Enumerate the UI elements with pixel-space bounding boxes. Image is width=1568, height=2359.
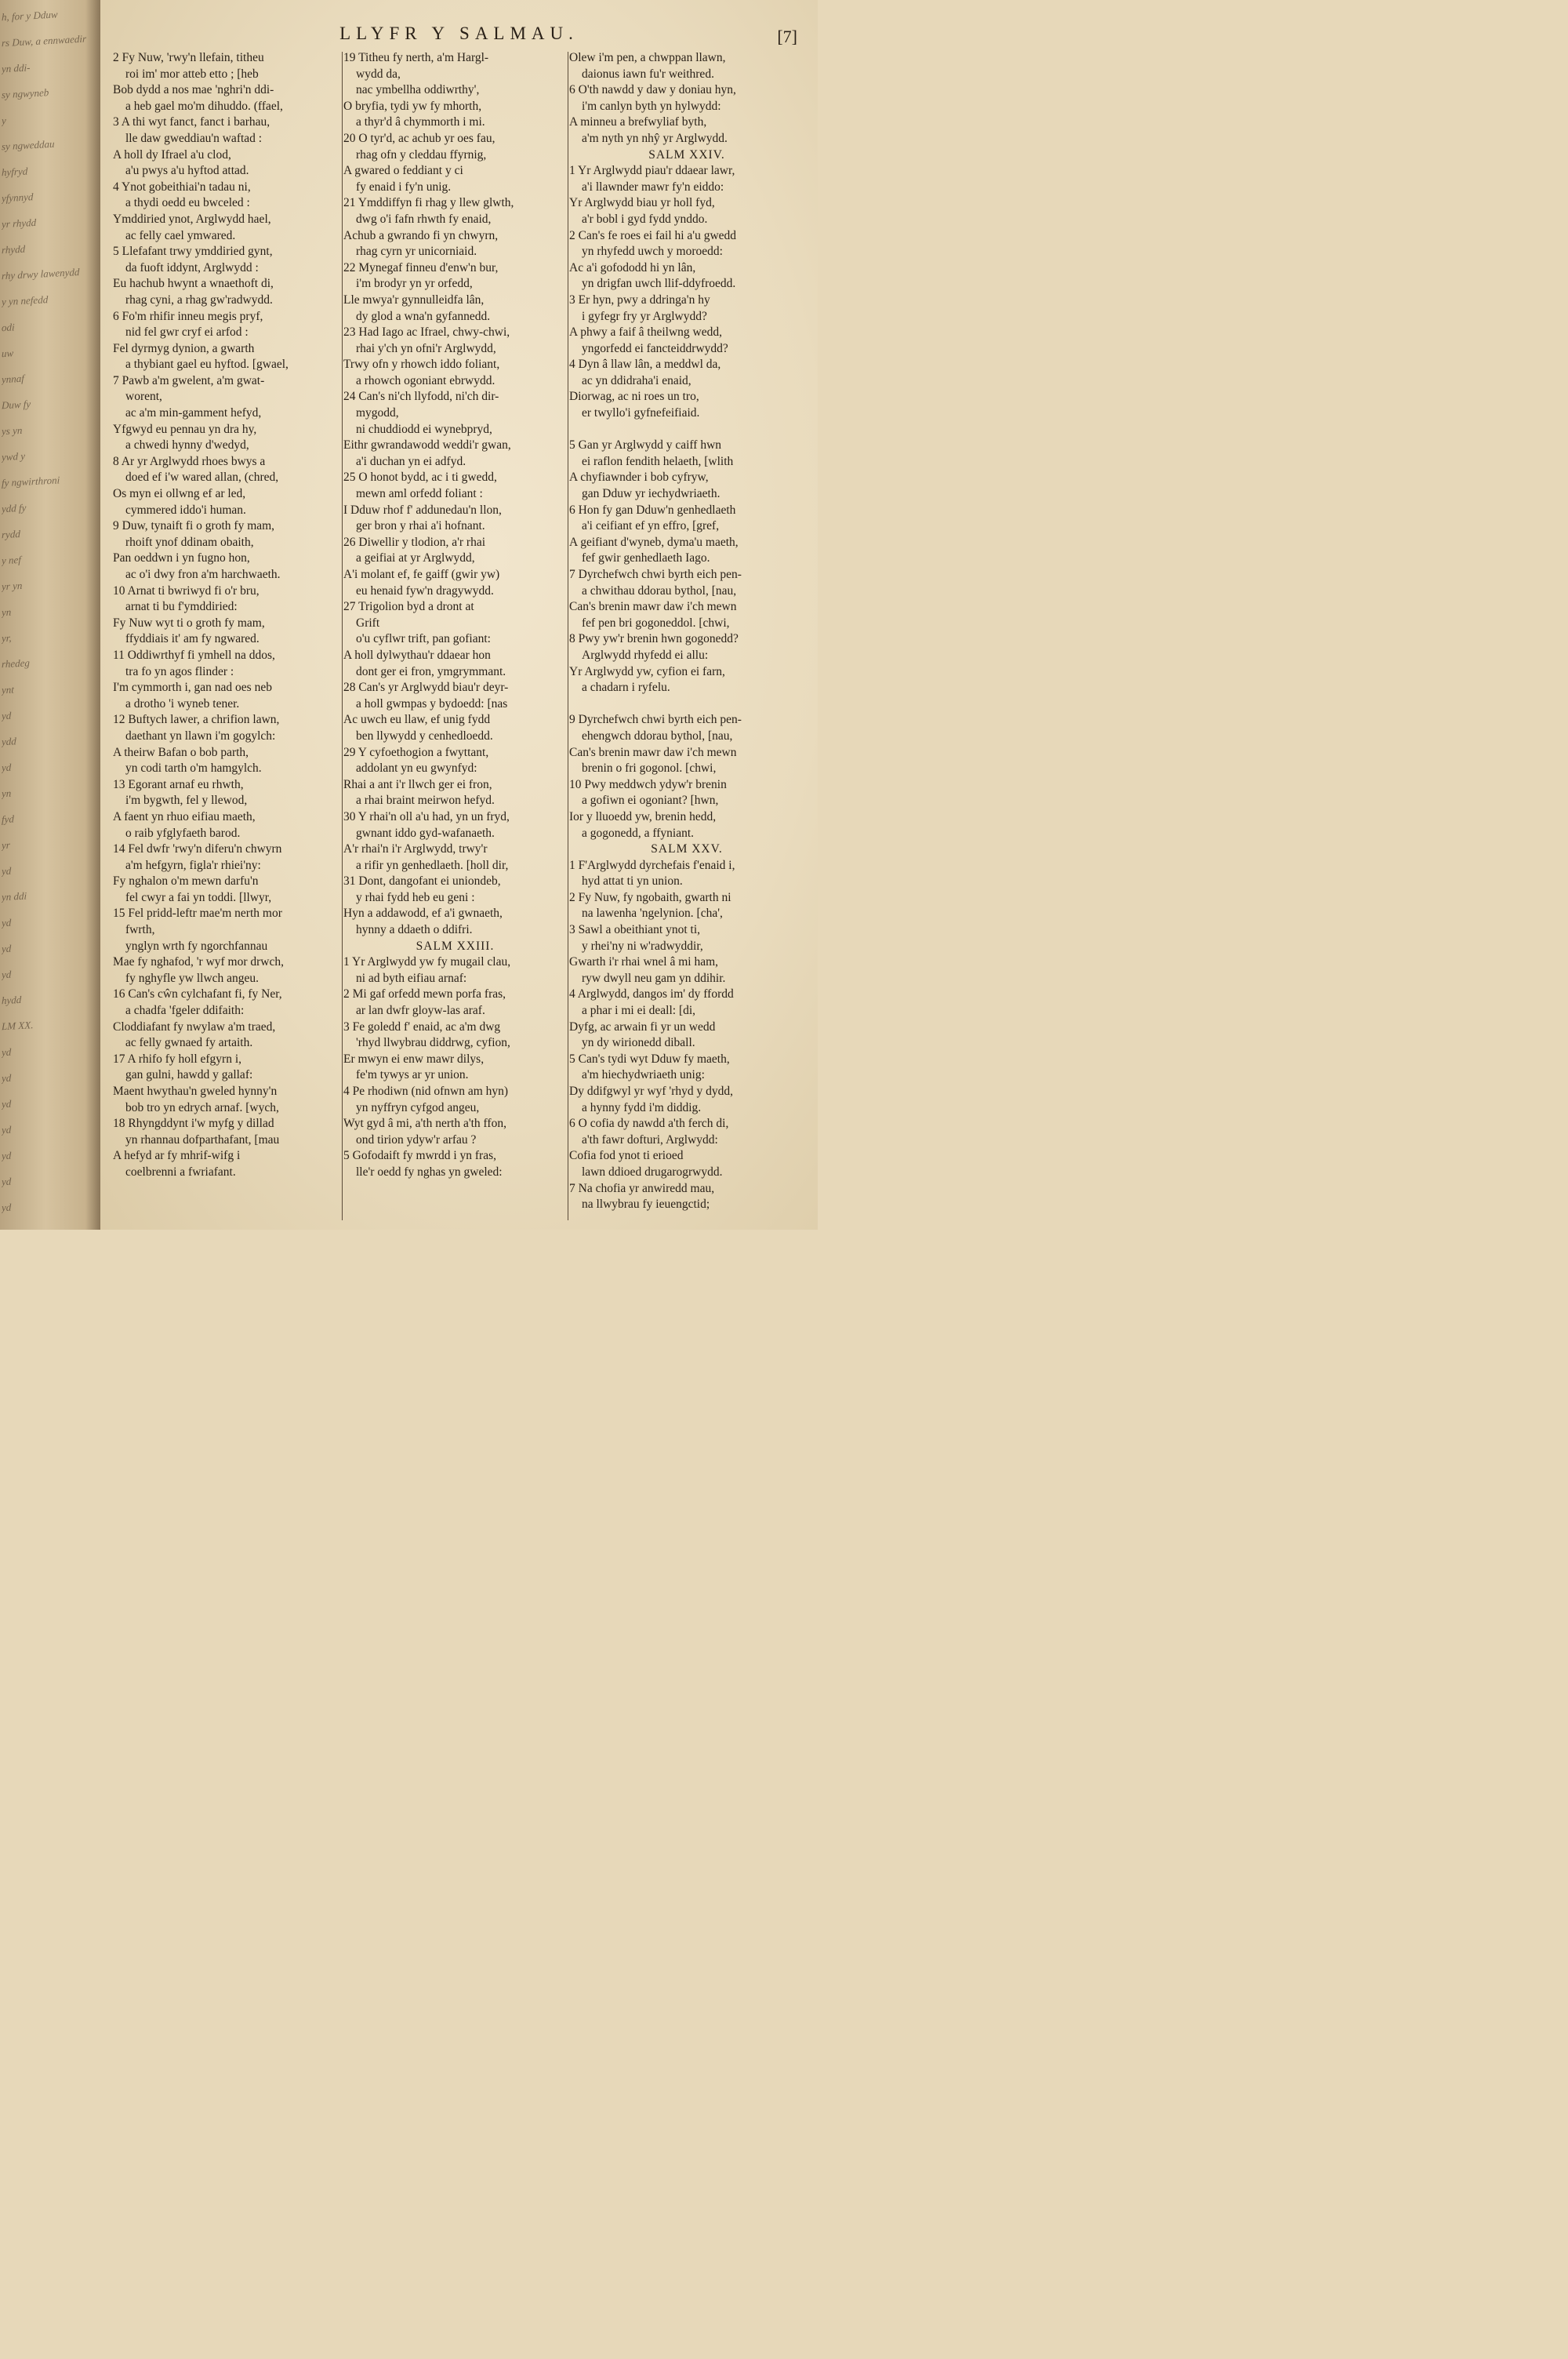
verse-line — [569, 696, 804, 713]
verse-line: 26 Diwellir y tlodion, a'r rhai — [343, 535, 486, 549]
verse-line: i'm canlyn byth yn hylwydd: — [582, 99, 721, 113]
verse-line: 9 Dyrchefwch chwi byrth eich pen- — [569, 713, 742, 727]
margin-fragment: Duw fy — [2, 398, 31, 412]
verse-line: 1 F'Arglwydd dyrchefais f'enaid i, — [569, 858, 735, 872]
verse-line: ffyddiais it' am fy ngwared. — [125, 632, 260, 646]
verse-line: Ac a'i gofododd hi yn lân, — [569, 260, 696, 274]
verse-line: a chwithau ddorau bythol, [nau, — [582, 583, 737, 598]
margin-fragment: rs Duw, a ennwaedir — [2, 32, 87, 49]
verse-line: 5 Gan yr Arglwydd y caiff hwn — [569, 438, 722, 453]
verse-line: tra fo yn agos flinder : — [125, 664, 234, 678]
verse-line: gan gulni, hawdd y gallaf: — [125, 1068, 253, 1082]
verse-line: a'i ceifiant ef yn effro, [gref, — [582, 519, 720, 533]
verse-line: Ymddiried ynot, Arglwydd hael, — [113, 212, 271, 226]
verse-line: fel cwyr a fai yn toddi. [llwyr, — [125, 890, 272, 904]
verse-line: daionus iawn fu'r weithred. — [582, 67, 714, 81]
margin-fragment: ywd y — [2, 449, 25, 463]
verse-line: Ior y lluoedd yw, brenin hedd, — [569, 809, 717, 823]
verse-line: a chadarn i ryfelu. — [582, 681, 670, 695]
verse-line: Achub a gwrando fi yn chwyrn, — [343, 228, 499, 242]
verse-line: 9 Duw, tynaift fi o groth fy mam, — [113, 519, 275, 533]
verse-line: ac a'm min-gamment hefyd, — [125, 406, 262, 420]
verse-line: ni chuddiodd ei wynebpryd, — [356, 422, 492, 436]
verse-line: 'rhyd llwybrau diddrwg, cyfion, — [356, 1036, 510, 1050]
verse-line: cymmered iddo'i human. — [125, 503, 246, 517]
verse-line: a gofiwn ei ogoniant? [hwn, — [582, 794, 719, 808]
margin-fragment: yd — [2, 1045, 12, 1059]
verse-line: Cofia fod ynot ti erioed — [569, 1149, 684, 1163]
psalm-heading: SALM XXIII. — [416, 939, 495, 953]
verse-line: A geifiant d'wyneb, dyma'u maeth, — [569, 535, 739, 549]
margin-fragment: yr — [2, 838, 10, 852]
verse-line: yn rhannau dofparthafant, [mau — [125, 1132, 280, 1147]
verse-line: 28 Can's yr Arglwydd biau'r deyr- — [343, 681, 509, 695]
verse-line: Diorwag, ac ni roes un tro, — [569, 390, 699, 404]
verse-line: Eithr gwrandawodd weddi'r gwan, — [343, 438, 511, 453]
margin-fragment: sy ngwyneb — [2, 86, 49, 101]
verse-line: ei raflon fendith helaeth, [wlith — [582, 454, 734, 468]
column-rule — [342, 52, 343, 1220]
margin-fragment: uw — [2, 347, 14, 360]
verse-line: a'u pwys a'u hyftod attad. — [125, 164, 249, 178]
verse-line: a rhowch ogoniant ebrwydd. — [356, 373, 495, 387]
verse-line: mygodd, — [356, 406, 399, 420]
verse-line: 1 Yr Arglwydd yw fy mugail clau, — [343, 955, 511, 969]
verse-line: fef gwir genhedlaeth Iago. — [582, 551, 710, 565]
verse-line: 19 Titheu fy nerth, a'm Hargl- — [343, 51, 489, 64]
adjacent-page-edge — [0, 0, 100, 1230]
verse-line: 2 Fy Nuw, fy ngobaith, gwarth ni — [569, 890, 731, 904]
verse-line: 4 Dyn â llaw lân, a meddwl da, — [569, 358, 721, 372]
margin-fragment: rhy drwy lawenydd — [2, 266, 80, 282]
verse-line: ni ad byth eifiau arnaf: — [356, 971, 467, 985]
verse-line: 6 O cofia dy nawdd a'th ferch di, — [569, 1117, 729, 1131]
verse-line: a thybiant gael eu hyftod. [gwael, — [125, 358, 289, 372]
verse-line: Pan oeddwn i yn fugno hon, — [113, 551, 250, 565]
verse-line: Gwarth i'r rhai wnel â mi ham, — [569, 955, 719, 969]
verse-line: Fel dyrmyg dynion, a gwarth — [113, 341, 255, 355]
verse-line: a'm hefgyrn, figla'r rhiei'ny: — [125, 858, 261, 872]
verse-line: 29 Y cyfoethogion a fwyttant, — [343, 745, 489, 759]
margin-fragment: fyd — [2, 812, 14, 826]
verse-line: ryw dwyll neu gam yn ddihir. — [582, 971, 726, 985]
verse-line: fef pen bri gogoneddol. [chwi, — [582, 616, 730, 630]
verse-line: ac felly cael ymwared. — [125, 228, 236, 242]
margin-fragment: fy ngwirthroni — [2, 474, 60, 489]
verse-line: a phar i mi ei deall: [di, — [582, 1004, 696, 1018]
verse-line: 4 Arglwydd, dangos im' dy ffordd — [569, 987, 734, 1001]
verse-line: arnat ti bu f'ymddiried: — [125, 600, 238, 614]
margin-fragment: yr rhydd — [2, 216, 37, 231]
verse-line: A holl dylwythau'r ddaear hon — [343, 648, 491, 662]
verse-line: ynglyn wrth fy ngorchfannau — [125, 939, 268, 953]
verse-line: 4 Pe rhodiwn (nid ofnwn am hyn) — [343, 1085, 509, 1098]
verse-line: Dyfg, ac arwain fi yr un wedd — [569, 1020, 716, 1034]
margin-fragment: yr yn — [2, 579, 23, 593]
margin-fragment: rhedeg — [2, 656, 30, 671]
verse-line: rhag cyrn yr unicorniaid. — [356, 245, 477, 259]
verse-line: na lawenha 'ngelynion. [cha', — [582, 907, 723, 921]
margin-fragment: y nef — [2, 553, 21, 567]
verse-line: 27 Trigolion byd a dront at — [343, 600, 474, 614]
verse-line: Bob dydd a nos mae 'nghri'n ddi- — [113, 83, 274, 97]
margin-fragment: yd — [2, 761, 12, 774]
margin-fragment: odi — [2, 321, 15, 334]
margin-fragment: hyfryd — [2, 165, 28, 179]
verse-line: gan Dduw yr iechydwriaeth. — [582, 487, 720, 501]
verse-line: a holl gwmpas y bydoedd: [nas — [356, 696, 508, 711]
verse-line: 2 Mi gaf orfedd mewn porfa fras, — [343, 987, 506, 1001]
verse-line: Wyt gyd â mi, a'th nerth a'th ffon, — [343, 1117, 506, 1131]
verse-line: a'th fawr dofturi, Arglwydd: — [582, 1132, 718, 1147]
verse-line: Olew i'm pen, a chwppan llawn, — [569, 51, 726, 64]
verse-line: da fuoft iddynt, Arglwydd : — [125, 260, 259, 274]
verse-line: 3 Er hyn, pwy a ddringa'n hy — [569, 293, 710, 307]
verse-line: 17 A rhifo fy holl efgyrn i, — [113, 1052, 242, 1066]
verse-line: rhag ofn y cleddau ffyrnig, — [356, 147, 487, 162]
verse-line: i'm brodyr yn yr orfedd, — [356, 277, 473, 291]
margin-fragment: yd — [2, 1071, 12, 1085]
verse-line: yn nyffryn cyfgod angeu, — [356, 1100, 480, 1114]
verse-line: 11 Oddiwrthyf fi ymhell na ddos, — [113, 648, 275, 662]
verse-line: na llwybrau fy ieuengctid; — [582, 1198, 710, 1212]
margin-fragment: hydd — [2, 993, 22, 1007]
verse-line: brenin o fri gogonol. [chwi, — [582, 761, 717, 776]
verse-line — [569, 422, 804, 438]
margin-fragment: yd — [2, 1149, 12, 1162]
verse-line: 10 Pwy meddwch ydyw'r brenin — [569, 777, 727, 791]
text-column-left — [113, 50, 342, 1220]
verse-line: a hynny fydd i'm diddig. — [582, 1100, 702, 1114]
verse-line: nac ymbellha oddiwrthy', — [356, 83, 480, 97]
verse-line: i gyfegr fry yr Arglwydd? — [582, 309, 707, 323]
verse-line: a'm nyth yn nhŷ yr Arglwydd. — [582, 131, 728, 145]
margin-fragment: yn — [2, 787, 12, 800]
verse-line: A hefyd ar fy mhrif-wifg i — [113, 1149, 241, 1163]
psalter-page — [100, 0, 818, 1230]
verse-line: Maent hwythau'n gweled hynny'n — [113, 1085, 278, 1098]
verse-line: Er mwyn ei enw mawr dilys, — [343, 1052, 485, 1066]
verse-line: bob tro yn edrych arnaf. [wych, — [125, 1100, 279, 1114]
margin-fragment: yd — [2, 1123, 12, 1136]
verse-line: nid fel gwr cryf ei arfod : — [125, 325, 249, 340]
verse-line: lawn ddioed drugarogrwydd. — [582, 1165, 723, 1179]
verse-line: 10 Arnat ti bwriwyd fi o'r bru, — [113, 583, 260, 598]
verse-line: a'i duchan yn ei adfyd. — [356, 454, 466, 468]
verse-line: fe'm tywys ar yr union. — [356, 1068, 469, 1082]
verse-line: 23 Had Iago ac Ifrael, chwy-chwi, — [343, 325, 510, 340]
margin-fragment: LM XX. — [2, 1019, 34, 1033]
verse-line: 5 Gofodaift fy mwrdd i yn fras, — [343, 1149, 496, 1163]
margin-fragment: ydd fy — [2, 501, 27, 515]
margin-fragment: yd — [2, 968, 12, 981]
verse-line: ehengwch ddorau bythol, [nau, — [582, 729, 733, 743]
verse-line: a chwedi hynny d'wedyd, — [125, 438, 249, 453]
verse-line: worent, — [125, 390, 162, 404]
verse-line: A minneu a brefwyliaf byth, — [569, 115, 707, 129]
verse-line: Grift — [356, 616, 380, 630]
page-number: [7] — [777, 27, 797, 46]
verse-line: 4 Ynot gobeithiai'n tadau ni, — [113, 180, 251, 194]
verse-line: Fy nghalon o'm mewn darfu'n — [113, 874, 259, 889]
verse-line: o'u cyflwr trift, pan gofiant: — [356, 632, 491, 646]
verse-line: Hyn a addawodd, ef a'i gwnaeth, — [343, 907, 503, 921]
verse-line: yn dy wirionedd diball. — [582, 1036, 695, 1050]
verse-line: 20 O tyr'd, ac achub yr oes fau, — [343, 131, 495, 145]
verse-line: 15 Fel pridd-leftr mae'm nerth mor — [113, 907, 282, 921]
verse-line: O bryfia, tydi yw fy mhorth, — [343, 99, 482, 113]
verse-line: a heb gael mo'm dihuddo. (ffael, — [125, 99, 283, 113]
psalm-heading: SALM XXIV. — [648, 147, 725, 162]
verse-line: ac o'i dwy fron a'm harchwaeth. — [125, 568, 281, 581]
verse-line: i'm bygwth, fel y llewod, — [125, 794, 248, 808]
verse-line: lle daw gweddiau'n waftad : — [125, 131, 263, 145]
verse-line: 7 Pawb a'm gwelent, a'm gwat- — [113, 373, 265, 387]
verse-line: 2 Fy Nuw, 'rwy'n llefain, titheu — [113, 51, 264, 64]
verse-line: yn codi tarth o'm hamgylch. — [125, 761, 262, 776]
verse-line: dy glod a wna'n gyfannedd. — [356, 309, 491, 323]
margin-fragment: rhydd — [2, 242, 26, 256]
margin-fragment: yd — [2, 709, 12, 722]
verse-line: 16 Can's cŵn cylchafant fi, fy Ner, — [113, 987, 282, 1001]
verse-line: 3 A thi wyt fanct, fanct i barhau, — [113, 115, 270, 129]
verse-line: 7 Dyrchefwch chwi byrth eich pen- — [569, 568, 742, 581]
verse-line: 18 Rhyngddynt i'w myfg y dillad — [113, 1117, 274, 1131]
verse-line: A faent yn rhuo eifiau maeth, — [113, 809, 256, 823]
verse-line: a geifiai at yr Arglwydd, — [356, 551, 475, 565]
verse-line: I'm cymmorth i, gan nad oes neb — [113, 681, 272, 695]
verse-line: addolant yn eu gwynfyd: — [356, 761, 477, 776]
verse-line: A holl dy Ifrael a'u clod, — [113, 147, 231, 162]
margin-fragment: yd — [2, 1201, 12, 1214]
text-column-right — [569, 50, 804, 1220]
verse-line: 22 Mynegaf finneu d'enw'n bur, — [343, 260, 499, 274]
verse-line: Trwy ofn y rhowch iddo foliant, — [343, 358, 500, 372]
margin-fragment: ynt — [2, 683, 14, 696]
verse-line: 8 Ar yr Arglwydd rhoes bwys a — [113, 454, 266, 468]
verse-line: ac felly gwnaed fy artaith. — [125, 1036, 253, 1050]
verse-line: a'm hiechydwriaeth unig: — [582, 1068, 705, 1082]
verse-line: a'r bobl i gyd fydd ynddo. — [582, 212, 708, 226]
margin-fragment: yd — [2, 864, 12, 878]
verse-line: A theirw Bafan o bob parth, — [113, 745, 249, 759]
verse-line: 30 Y rhai'n oll a'u had, yn un fryd, — [343, 809, 510, 823]
verse-line: Cloddiafant fy nwylaw a'm traed, — [113, 1020, 276, 1034]
margin-fragment: rydd — [2, 527, 20, 541]
margin-fragment: y — [2, 114, 6, 127]
verse-line: 8 Pwy yw'r brenin hwn gogonedd? — [569, 632, 739, 646]
margin-fragment: y yn nefedd — [2, 293, 49, 308]
margin-fragment: yfynnyd — [2, 191, 34, 205]
verse-line: A gwared o feddiant y ci — [343, 164, 463, 178]
verse-line: Yr Arglwydd biau yr holl fyd, — [569, 196, 715, 210]
verse-line: dont ger ei fron, ymgrymmant. — [356, 664, 506, 678]
verse-line: ac yn ddidraha'i enaid, — [582, 373, 691, 387]
verse-line: a rifir yn genhedlaeth. [holl dir, — [356, 858, 509, 872]
verse-line: 6 Fo'm rhifir inneu megis pryf, — [113, 309, 263, 323]
psalm-heading: SALM XXV. — [651, 842, 723, 856]
verse-line: lle'r oedd fy nghas yn gweled: — [356, 1165, 503, 1179]
verse-line: a thyr'd â chymmorth i mi. — [356, 115, 485, 129]
verse-line: o raib yfglyfaeth barod. — [125, 826, 241, 840]
verse-line: 12 Buftych lawer, a chrifion lawn, — [113, 713, 280, 727]
verse-line: fy enaid i fy'n unig. — [356, 180, 452, 194]
margin-fragment: yd — [2, 1097, 12, 1110]
verse-line: eu henaid fyw'n dragywydd. — [356, 583, 494, 598]
verse-line: 1 Yr Arglwydd piau'r ddaear lawr, — [569, 164, 735, 178]
verse-line: Fy Nuw wyt ti o groth fy mam, — [113, 616, 265, 630]
verse-line: yngorfedd ei fancteiddrwydd? — [582, 341, 728, 355]
verse-line: Can's brenin mawr daw i'ch mewn — [569, 600, 737, 614]
margin-fragment: yr, — [2, 631, 12, 645]
verse-line: a drotho 'i wyneb tener. — [125, 696, 240, 711]
verse-line: Yfgwyd eu pennau yn dra hy, — [113, 422, 257, 436]
verse-line: 31 Dont, dangofant ei uniondeb, — [343, 874, 501, 889]
verse-line: a chadfa 'fgeler ddifaith: — [125, 1004, 245, 1018]
verse-line: a thydi oedd eu bwceled : — [125, 196, 250, 210]
verse-line: 2 Can's fe roes ei fail hi a'u gwedd — [569, 228, 737, 242]
verse-line: a rhai braint meirwon hefyd. — [356, 794, 495, 808]
verse-line: Eu hachub hwynt a wnaethoft di, — [113, 277, 274, 291]
verse-line: 3 Fe goledd f' enaid, ac a'm dwg — [343, 1020, 501, 1034]
verse-line: er twyllo'i gyfnefeifiaid. — [582, 406, 700, 420]
verse-line: 5 Llefafant trwy ymddiried gynt, — [113, 245, 273, 259]
verse-line: doed ef i'w wared allan, (chred, — [125, 471, 279, 485]
verse-line: ond tirion ydyw'r arfau ? — [356, 1132, 477, 1147]
verse-line: dwg o'i fafn rhwth fy enaid, — [356, 212, 492, 226]
verse-line: a gogonedd, a ffyniant. — [582, 826, 695, 840]
verse-line: wydd da, — [356, 67, 401, 81]
verse-line: Arglwydd rhyfedd ei allu: — [582, 648, 709, 662]
verse-line: 5 Can's tydi wyt Dduw fy maeth, — [569, 1052, 730, 1066]
verse-line: ar lan dwfr gloyw-las araf. — [356, 1004, 485, 1018]
verse-line: Ac uwch eu llaw, ef unig fydd — [343, 713, 491, 727]
verse-line: Rhai a ant i'r llwch ger ei fron, — [343, 777, 492, 791]
verse-line: y rhai fydd heb eu geni : — [356, 890, 475, 904]
verse-line: y rhei'ny ni w'radwyddir, — [582, 939, 703, 953]
verse-line: A'r rhai'n i'r Arglwydd, trwy'r — [343, 842, 488, 856]
page-title: LLYFR Y SALMAU. — [339, 24, 579, 43]
verse-line: Os myn ei ollwng ef ar led, — [113, 487, 246, 501]
verse-line: Can's brenin mawr daw i'ch mewn — [569, 745, 737, 759]
margin-fragment: ynnaf — [2, 372, 24, 386]
verse-line: ger bron y rhai a'i hofnant. — [356, 519, 485, 533]
verse-line: ben llywydd y cenhedloedd. — [356, 729, 493, 743]
verse-line: 13 Egorant arnaf eu rhwth, — [113, 777, 244, 791]
verse-line: Dy ddifgwyl yr wyf 'rhyd y dydd, — [569, 1085, 734, 1098]
verse-line: rhag cyni, a rhag gw'radwydd. — [125, 293, 273, 307]
margin-fragment: yn — [2, 605, 12, 619]
verse-line: 6 Hon fy gan Dduw'n genhedlaeth — [569, 503, 736, 517]
verse-line: fy nghyfle yw llwch angeu. — [125, 971, 260, 985]
margin-fragment: yn ddi- — [2, 61, 31, 75]
verse-line: rhai y'ch yn ofni'r Arglwydd, — [356, 341, 496, 355]
verse-line: mewn aml orfedd foliant : — [356, 487, 483, 501]
verse-line: 25 O honot bydd, ac i ti gwedd, — [343, 471, 497, 485]
margin-fragment: yd — [2, 1175, 12, 1188]
verse-line: gwnant iddo gyd-wafanaeth. — [356, 826, 495, 840]
verse-line: I Dduw rhof f' addunedau'n llon, — [343, 503, 502, 517]
verse-line: daethant yn llawn i'm gogylch: — [125, 729, 276, 743]
margin-fragment: h, for y Dduw — [2, 8, 58, 24]
verse-line: fwrth, — [125, 923, 155, 937]
verse-line: 7 Na chofia yr anwiredd mau, — [569, 1181, 715, 1195]
margin-fragment: ys yn — [2, 423, 23, 438]
verse-line: hyd attat ti yn union. — [582, 874, 683, 889]
margin-fragment: yd — [2, 916, 12, 929]
verse-line: roi im' mor atteb etto ; [heb — [125, 67, 259, 81]
verse-line: coelbrenni a fwriafant. — [125, 1165, 236, 1179]
verse-line: 21 Ymddiffyn fi rhag y llew glwth, — [343, 196, 514, 210]
margin-fragment: sy ngweddau — [2, 137, 55, 153]
margin-fragment: ydd — [2, 735, 16, 748]
verse-line: Lle mwya'r gynnulleidfa lân, — [343, 293, 485, 307]
margin-fragment: yn ddi — [2, 889, 27, 903]
verse-line: A chyfiawnder i bob cyfryw, — [569, 471, 709, 485]
text-column-middle — [343, 50, 567, 1220]
margin-fragment: yd — [2, 942, 12, 955]
verse-line: A phwy a faif â theilwng wedd, — [569, 325, 722, 340]
verse-line: rhoift ynof ddinam obaith, — [125, 535, 254, 549]
verse-line: Mae fy nghafod, 'r wyf mor drwch, — [113, 955, 285, 969]
verse-line: Yr Arglwydd yw, cyfion ei farn, — [569, 664, 725, 678]
verse-line: 14 Fel dwfr 'rwy'n diferu'n chwyrn — [113, 842, 282, 856]
verse-line: 3 Sawl a obeithiant ynot ti, — [569, 923, 701, 937]
verse-line: a'i llawnder mawr fy'n eiddo: — [582, 180, 724, 194]
verse-line: hynny a ddaeth o ddifri. — [356, 923, 473, 937]
verse-line: 24 Can's ni'ch llyfodd, ni'ch dir- — [343, 390, 499, 404]
verse-line: yn drigfan uwch llif-ddyfroedd. — [582, 277, 736, 291]
verse-line: 6 O'th nawdd y daw y doniau hyn, — [569, 83, 736, 97]
verse-line: yn rhyfedd uwch y moroedd: — [582, 245, 723, 259]
verse-line: A'i molant ef, fe gaiff (gwir yw) — [343, 568, 500, 581]
